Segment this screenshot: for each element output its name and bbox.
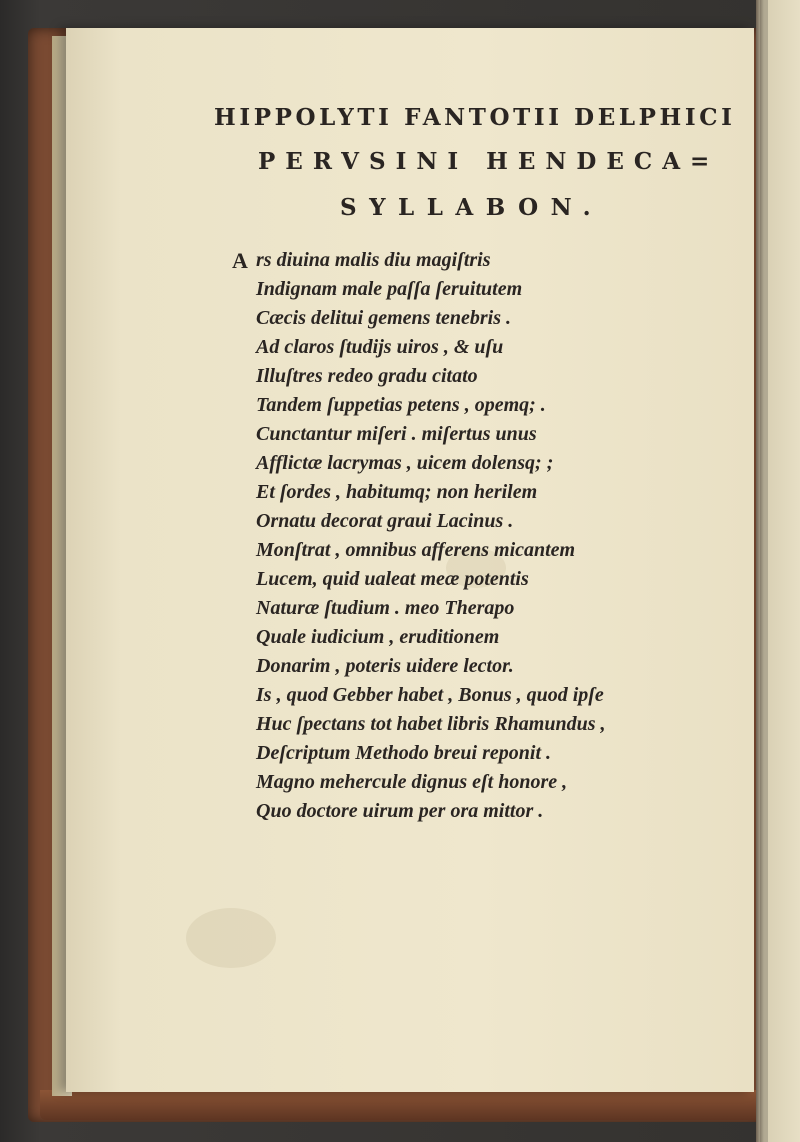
verse-line: Tandem ſuppetias petens , opemq; . bbox=[256, 394, 546, 416]
verse-line: Ad claros ſtudijs uiros , & uſu bbox=[256, 336, 504, 358]
facing-page-shadow bbox=[760, 0, 768, 1142]
title-line-3: SYLLABON. bbox=[340, 194, 604, 221]
verse-line: Lucem, quid ualeat meæ potentis bbox=[256, 568, 529, 590]
verse-line: Naturæ ſtudium . meo Therapo bbox=[256, 597, 515, 619]
verse-line: Cunctantur miſeri . miſertus unus bbox=[256, 423, 537, 445]
verse-line: Quo doctore uirum per ora mittor . bbox=[256, 800, 544, 822]
verse-line: Deſcriptum Methodo breui reponit . bbox=[256, 742, 552, 764]
verse-line: Magno mehercule dignus eſt honore , bbox=[256, 771, 568, 793]
verse-line: Indignam male paſſa ſeruitutem bbox=[256, 278, 523, 300]
verse-line: Et ſordes , habitumq; non herilem bbox=[256, 481, 538, 503]
foxing-stain bbox=[186, 908, 276, 968]
verse-initial-letter: A bbox=[232, 248, 248, 273]
verse-line: Monſtrat , omnibus afferens micantem bbox=[256, 539, 576, 561]
verse-line: Donarim , poteris uidere lector. bbox=[256, 655, 514, 677]
verse-line: Illuſtres redeo gradu citato bbox=[256, 365, 478, 387]
verse-line: rs diuina malis diu magiſtris bbox=[256, 249, 491, 271]
verse-line: Is , quod Gebber habet , Bonus , quod ipſe bbox=[256, 684, 604, 706]
verse-line: Cæcis delitui gemens tenebris . bbox=[256, 307, 511, 329]
verse-line: Ornatu decorat graui Lacinus . bbox=[256, 510, 514, 532]
binding-bottom-edge bbox=[40, 1090, 760, 1120]
verse-line: Huc ſpectans tot habet libris Rhamundus , bbox=[256, 713, 606, 735]
verse-line: Afflictæ lacrymas , uicem dolensq; ; bbox=[256, 452, 554, 474]
verse-line: Quale iudicium , eruditionem bbox=[256, 626, 500, 648]
title-line-1: HIPPOLYTI FANTOTII DELPHICI bbox=[214, 104, 736, 131]
title-line-2: PERVSINI HENDECA= bbox=[258, 148, 720, 175]
verse-body bbox=[256, 246, 686, 826]
